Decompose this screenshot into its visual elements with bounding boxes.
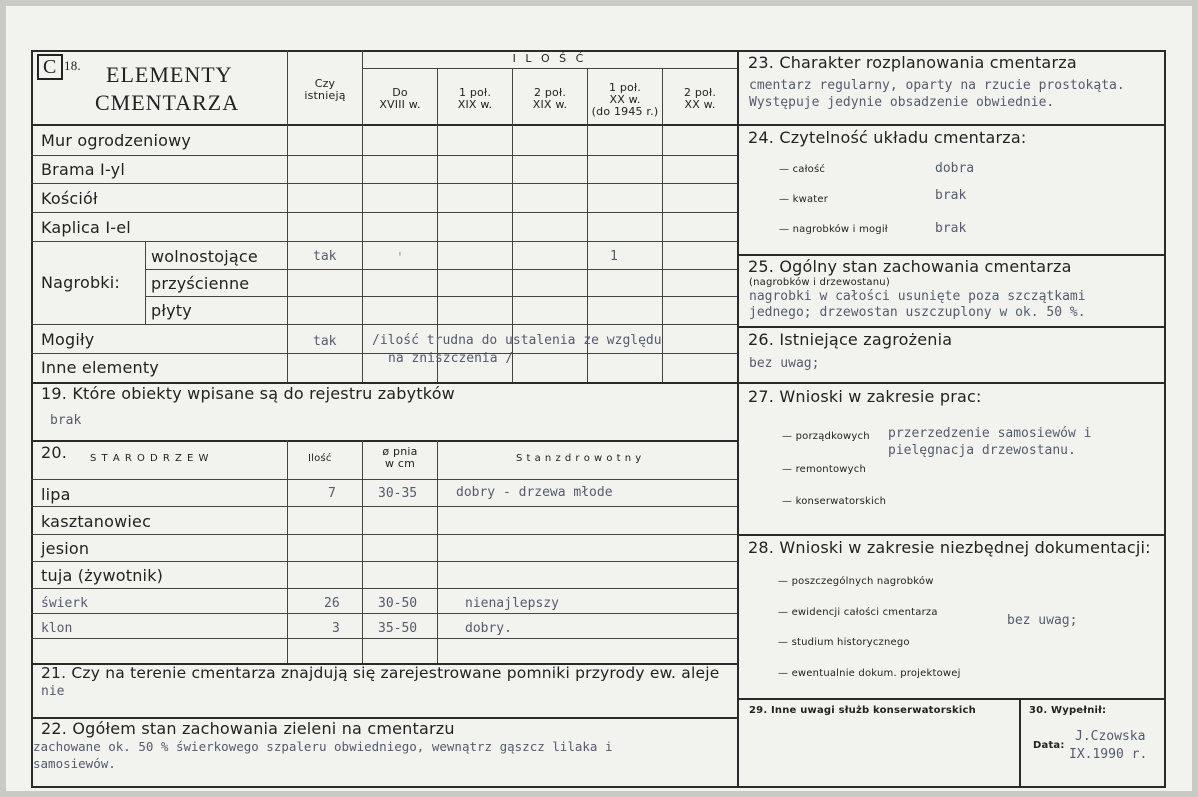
s28-label: 28. Wnioski w zakresie niezbędnej dokumentacji:	[748, 538, 1151, 557]
s28-value: bez uwag;	[1007, 613, 1078, 628]
s20-title: S T A R O D R Z E W	[90, 453, 210, 464]
s26-value: bez uwag;	[749, 356, 820, 371]
s28-item-4: — ewentualnie dokum. projektowej	[778, 668, 961, 679]
s20-number: 20.	[41, 443, 68, 462]
col-2pol-xx: 2 poł. XX w.	[683, 86, 717, 111]
s29-label: 29. Inne uwagi służb konserwatorskich	[749, 705, 976, 716]
s28-item-2: — ewidencji całości cmentarza	[778, 607, 938, 618]
col-xviii: Do XVIII w.	[379, 86, 421, 111]
s27-value-2: pielęgnacja drzewostanu.	[888, 443, 1076, 458]
col-2pol-xix: 2 poł. XIX w.	[532, 86, 568, 111]
czy-istnieja-header: Czy istnieją	[304, 77, 346, 102]
tree-pnia: 30-35	[378, 486, 418, 501]
tree-name-jesion: jesion	[41, 539, 90, 558]
s23-label: 23. Charakter rozplanowania cmentarza	[748, 53, 1077, 72]
s30-data-label: Data:	[1033, 740, 1065, 751]
s24-nagrobki-label: — nagrobków i mogił	[779, 224, 888, 235]
tree-name-swierk: świerk	[41, 596, 88, 611]
s23-line-1: cmentarz regularny, oparty na rzucie prostokąta.	[749, 78, 1125, 93]
mogily-note-1: /ilość trudna do ustalenia ze względu	[372, 333, 662, 348]
tree-name-klon: klon	[41, 621, 73, 636]
tree-stan: dobry - drzewa młode	[456, 485, 613, 500]
tree-pnia: 30-50	[378, 596, 418, 611]
record-card	[6, 6, 1192, 791]
s27-konserwatorskich: — konserwatorskich	[782, 496, 887, 507]
s20-col-ilosc: Ilość	[308, 453, 332, 464]
s28-item-1: — poszczególnych nagrobków	[778, 576, 934, 587]
col-1pol-xx: 1 poł. XX w. (do 1945 r.)	[591, 81, 659, 118]
s22-line-2: samosiewów.	[33, 756, 116, 771]
s30-name: J.Czowska	[1075, 729, 1146, 744]
tree-stan: dobry.	[465, 621, 512, 636]
col-1pol-xix: 1 poł. XIX w.	[457, 86, 493, 111]
mogily-czy-value: tak	[313, 334, 337, 349]
section-title-1: ELEMENTY	[106, 62, 233, 87]
s24-nagrobki-value: brak	[935, 221, 967, 236]
s25-label: 25. Ogólny stan zachowania cmentarza	[748, 257, 1072, 276]
s24-kwater-label: — kwater	[779, 194, 829, 205]
nagrobki-1pol-xx-value: 1	[610, 249, 618, 264]
s27-remontowych: — remontowych	[782, 464, 866, 475]
row-kaplica: Kaplica I-el	[41, 218, 131, 237]
row-nagrobki: Nagrobki:	[41, 273, 121, 292]
s25-sub: (nagrobków i drzewostanu)	[749, 277, 890, 288]
row-plyty: płyty	[151, 301, 192, 320]
s21-label: 21. Czy na terenie cmentarza znajdują się zarejestrowane pomniki przyrody ew. aleje	[41, 664, 720, 682]
row-inne: Inne elementy	[41, 358, 159, 377]
s20-col-pnia: ø pnia w cm	[382, 445, 418, 470]
tree-name-kasztanowiec: kasztanowiec	[41, 512, 152, 531]
s30-date: IX.1990 r.	[1069, 747, 1148, 762]
s21-value: nie	[41, 684, 65, 699]
tree-stan: nienajlepszy	[465, 596, 559, 611]
s24-kwater-value: brak	[935, 188, 967, 203]
tree-ilosc: 3	[332, 621, 340, 636]
row-przyscienne: przyścienne	[151, 274, 250, 293]
tree-ilosc: 7	[328, 486, 336, 501]
divider	[737, 50, 739, 744]
s20-col-stan: S t a n z d r o w o t n y	[516, 453, 642, 464]
s24-calosc-label: — całość	[779, 164, 826, 175]
section-letter: C	[37, 54, 63, 80]
row-wolnostojace: wolnostojące	[151, 247, 258, 266]
row-mogily: Mogiły	[41, 330, 95, 349]
tree-name-lipa: lipa	[41, 485, 71, 504]
s19-value: brak	[50, 413, 82, 428]
s25-line-2: jednego; drzewostan uszczuplony w ok. 50 %.	[749, 305, 1086, 320]
tree-pnia: 35-50	[378, 621, 418, 636]
s22-label: 22. Ogółem stan zachowania zieleni na cmentarzu	[41, 719, 455, 738]
s30-label: 30. Wypełnił:	[1029, 705, 1107, 716]
nagrobki-czy-value: tak	[313, 249, 337, 264]
nagrobki-mark: '	[396, 251, 404, 266]
s24-calosc-value: dobra	[935, 161, 975, 176]
row-mur: Mur ogrodzeniowy	[41, 131, 192, 150]
s28-item-3: — studium historycznego	[778, 637, 910, 648]
tree-name-tuja: tuja (żywotnik)	[41, 566, 164, 585]
s27-porzadkowych: — porządkowych	[782, 431, 870, 442]
s24-label: 24. Czytelność układu cmentarza:	[748, 128, 1027, 147]
s26-label: 26. Istniejące zagrożenia	[748, 330, 953, 349]
ilosc-header: I L O Ś Ć	[512, 52, 587, 65]
tree-ilosc: 26	[324, 596, 340, 611]
row-brama: Brama I-yl	[41, 160, 125, 179]
s25-line-1: nagrobki w całości usunięte poza szczątkami	[749, 289, 1086, 304]
section-number: 18.	[64, 58, 81, 73]
s23-line-2: Występuje jedynie obsadzenie obwiednie.	[749, 95, 1055, 110]
s22-line-1: zachowane ok. 50 % świerkowego szpaleru obwiedniego, wewnątrz gąszcz lilaka i	[33, 739, 613, 754]
row-kosciol: Kościół	[41, 189, 98, 208]
s27-label: 27. Wnioski w zakresie prac:	[748, 387, 982, 406]
s19-label: 19. Które obiekty wpisane są do rejestru zabytków	[41, 384, 455, 403]
section-title-2: CMENTARZA	[95, 90, 240, 115]
s27-value-1: przerzedzenie samosiewów i	[888, 426, 1092, 441]
mogily-note-2: na zniszczenia /	[388, 351, 514, 366]
